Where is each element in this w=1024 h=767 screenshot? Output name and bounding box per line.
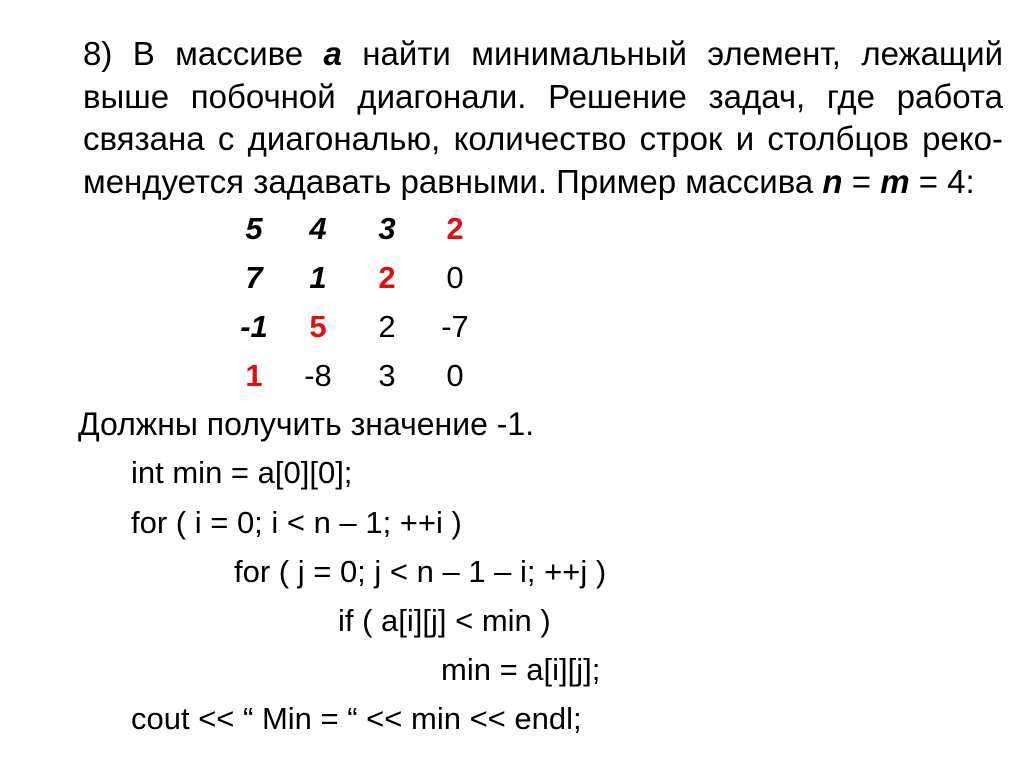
code-line-5: min = a[i][j]; [441,652,601,687]
task-text: = [842,162,881,200]
code-line-3: for ( j = 0; j < n – 1 – i; ++j ) [234,554,607,589]
matrix-cell: 7 [245,260,263,295]
n-variable: n [822,162,843,200]
task-line-1 [83,33,1003,76]
code-line-4: if ( a[i][j] < min ) [338,603,551,638]
task-text: = 4: [909,162,975,200]
matrix-cell-antidiagonal: 2 [378,260,396,295]
matrix-cell: 4 [309,211,327,246]
matrix-cell: -1 [240,309,268,344]
matrix-row [200,207,500,256]
matrix-row [200,256,500,305]
matrix-row [200,354,500,403]
code-line-2: for ( i = 0; i < n – 1; ++i ) [131,505,462,540]
matrix-row [200,305,500,354]
matrix-cell-antidiagonal: 2 [446,211,464,246]
code-line-1: int min = a[0][0]; [131,455,353,490]
task-text: найти минимальный элемент, лежащий [341,35,1003,72]
m-variable: m [880,162,910,200]
task-paragraph [83,33,1003,203]
task-line-2: выше побочной диагонали. Решение задач, где работа [83,77,1003,115]
matrix-cell: 3 [378,211,396,246]
matrix-cell: 3 [378,358,396,393]
matrix-cell: 1 [309,260,327,295]
task-text: 8) В массиве [83,35,324,72]
matrix-cell-antidiagonal: 1 [245,358,263,393]
matrix-cell: 2 [378,309,396,344]
code-line-6: cout << “ Min = “ << min << endl; [131,701,582,736]
array-variable-name: a [323,35,342,72]
task-text: мендуется задавать равными. Пример массива [83,162,823,200]
matrix-cell-antidiagonal: 5 [309,309,327,344]
matrix-cell: -8 [304,358,332,393]
matrix-cell: 0 [446,260,464,295]
task-line-4 [83,161,1003,204]
matrix-cell: 0 [446,358,464,393]
matrix-cell: -7 [441,309,469,344]
matrix-cell: 5 [245,211,263,246]
example-matrix [200,207,500,403]
expected-result-text: Должны получить значение -1. [78,406,535,442]
task-line-3: связана с диагональю, количество строк и столбцов реко- [83,120,1003,157]
